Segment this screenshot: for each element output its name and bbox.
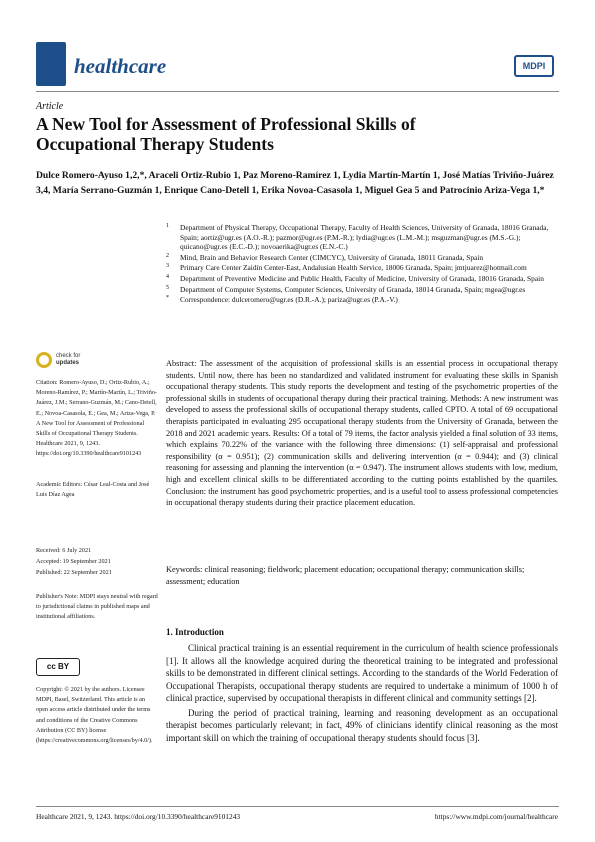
- academic-editors: Academic Editors: César Leal-Costa and José Luis Díaz Agea: [36, 481, 150, 499]
- affiliation-item: 4 Department of Preventive Medicine and Public Health, Faculty of Medicine, University of Granada, 18016 Granada, Spain: [166, 273, 544, 283]
- footer-rule: [36, 806, 559, 807]
- copyright: Copyright: © 2021 by the authors. Licensee MDPI, Basel, Switzerland. This article is an open access article distributed under the terms and conditions of the Creative Commons Attribution (CC BY) license (https://creativecommons.org/licenses/by/4.0/).: [36, 686, 153, 745]
- affiliation-item: 1 Department of Physical Therapy, Occupational Therapy, Faculty of Health Sciences, University of Granada, 18016 Granada, Spain; aortiz@ugr.es (A.O.-R.); pazmor@ugr.es (P.M.-R.); lydia@ugr.es (L.M.-M.); msguzman@ugr.es (M.S.-G.); quicano@ugr.es (E.C.-D.); novoaerika@ugr.es (E.N.-C.): [166, 223, 549, 252]
- check-updates-icon: [36, 352, 52, 368]
- footer-citation: Healthcare 2021, 9, 1243. https://doi.org/10.3390/healthcare9101243: [36, 812, 241, 821]
- author-list: Dulce Romero-Ayuso 1,2,*, Araceli Ortiz-Rubio 1, Paz Moreno-Ramírez 1, Lydia Martín-Martín 1, José Matías Triviño-Juárez 3,4, María Serrano-Guzmán 1, Enrique Cano-Detell 1, Erika Novoa-Casasola 1, Miguel Gea 5 and Patrocinio Ariza-Vega 1,*: [36, 170, 554, 196]
- affiliations: [166, 223, 558, 306]
- body-text: [166, 642, 558, 746]
- paragraph: During the period of practical training, learning and reasoning development as an occupational therapist becomes particularly relevant; in fact, 49% of clinicians identify clinical reasoning as the most important skill on which the training of occupational therapy students should focus [3].: [166, 707, 558, 743]
- article-type: Article: [36, 101, 64, 112]
- correspondence: * Correspondence: dulceromero@ugr.es (D.R.-A.); pariza@ugr.es (P.A.-V.): [166, 295, 398, 305]
- article-title: A New Tool for Assessment of Professional Skills of Occupational Therapy Students: [36, 114, 416, 154]
- journal-logo: [36, 42, 66, 86]
- cc-by-icon[interactable]: cc BY: [36, 658, 80, 676]
- published-date: Published: 22 September 2021: [36, 569, 112, 576]
- accepted-date: Accepted: 19 September 2021: [36, 558, 111, 565]
- received-date: Received: 6 July 2021: [36, 547, 92, 554]
- check-updates-badge[interactable]: check for updates: [36, 352, 116, 374]
- paragraph: Clinical practical training is an essential requirement in the curriculum of health science professionals [1]. It allows all the knowledge acquired during the theoretical training to be integrated and professional skills to be demonstrated in different clinical settings. According to the standards of the World Federation of Occupational Therapists, occupational therapy students are required to undertake a minimum of 1000 h of clinical practice, supervised by occupational therapists in different clinical and community settings [2].: [166, 643, 558, 703]
- abstract: Abstract: The assessment of the acquisition of professional skills is an essential process in occupational therapy students. Until now, there has been no standardized and validated instrument for evaluating these skills in Spanish occupational therapy students. This study reports the development and testing of the psychometric properties of the professional skills in students of occupational therapy during their practical training. Methods: A new instrument was developed to assess the professional skills of occupational therapy students, called CPTO. A total of 69 occupational therapists participated in evaluating 295 occupational therapy students from the University of Granada, between the 2018 and 2021 academic years. Results: Of a total of 79 items, the factor analysis yielded a final solution of 33 items, which explains 70.22% of the variance with the following three dimensions: (1) self-appraisal and professional responsibility (α = 0.951); (2) communication skills and delivering intervention (α = 0.944); and (3) clinical reasoning for assessing and planning the intervention (α = 0.947). The instrument allows students with low, medium, high and excellent clinical skills to be differentiated according to the cutting points established by the quartiles. Conclusion: the instrument has good psychometric properties, and is a useful tool to assess professional competencies in occupational therapy students during their practice placement education.: [166, 359, 558, 508]
- publisher-note: Publisher's Note: MDPI stays neutral with regard to jurisdictional claims in published maps and institutional affiliations.: [36, 593, 158, 621]
- affiliation-item: 2 Mind, Brain and Behavior Research Center (CIMCYC), University of Granada, 18011 Granada, Spain: [166, 252, 484, 262]
- footer-journal-link[interactable]: https://www.mdpi.com/journal/healthcare: [434, 812, 558, 821]
- publisher-logo: MDPI: [514, 55, 554, 77]
- affiliation-item: 3 Primary Care Center Zaidín Center-East, Andalusian Health Service, 18006 Granada, Spain; jmtjuarez@hotmail.com: [166, 263, 527, 273]
- journal-name: healthcare: [74, 54, 167, 78]
- keywords: Keywords: clinical reasoning; fieldwork; placement education; occupational therapy; communication skills; assessment; education: [166, 565, 525, 586]
- section-heading: 1. Introduction: [166, 627, 224, 637]
- citation: Citation: Romero-Ayuso, D.; Ortiz-Rubio, A.; Moreno-Ramírez, P.; Martín-Martín, L.; Triviño-Juárez, J.M.; Serrano-Guzmán, M.; Cano-Detell, E.; Novoa-Casasola, E.; Gea, M.; Ariza-Vega, P. A New Tool for Assessment of Professional Skills of Occupational Therapy Students. Healthcare 2021, 9, 1243. https://doi.org/10.3390/healthcare9101243: [36, 379, 157, 458]
- header-rule: [36, 91, 559, 92]
- affiliation-item: 5 Department of Computer Systems, Computer Sciences, University of Granada, 18014 Granada, Spain; mgea@ugr.es: [166, 284, 526, 294]
